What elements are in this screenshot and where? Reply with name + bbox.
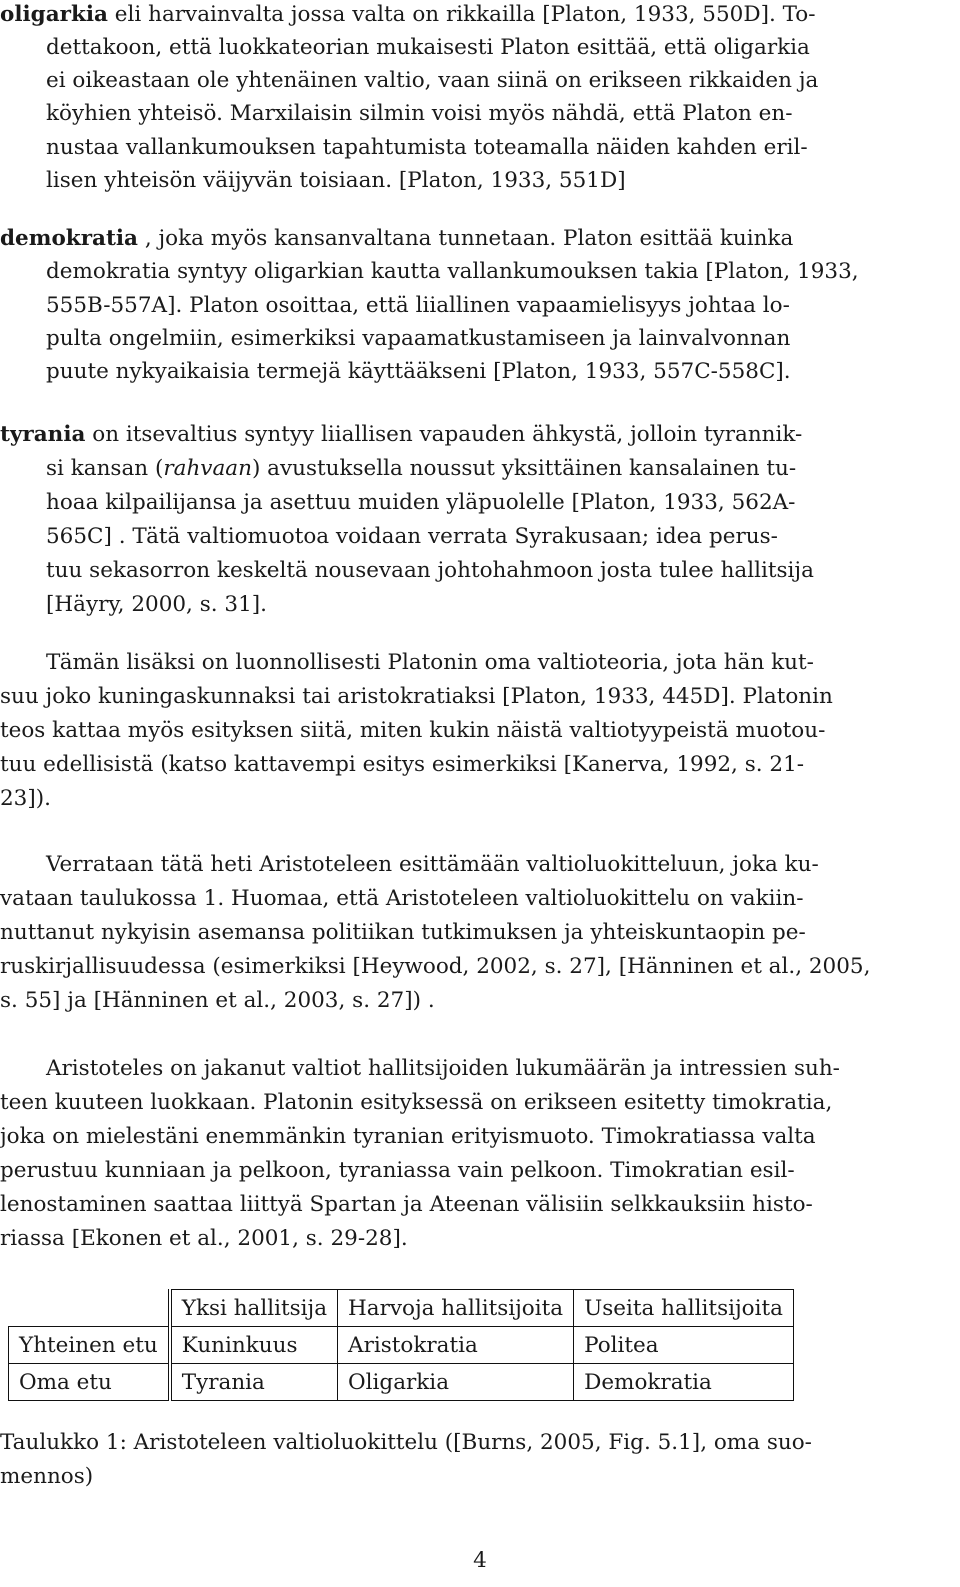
term-tyrania: tyrania bbox=[0, 422, 86, 447]
table-row-label: Yhteinen etu bbox=[9, 1327, 170, 1364]
text-line: dettakoon, että luokkateorian mukaisesti Platon esittää, että oligarkia bbox=[46, 35, 810, 60]
state-classification-table bbox=[8, 1289, 794, 1401]
text-line: lisen yhteisön väijyvän toisiaan. [Platon, 1933, 551D] bbox=[46, 168, 626, 193]
table-header-row bbox=[9, 1290, 794, 1327]
term-oligarkia: oligarkia bbox=[0, 2, 108, 27]
table-cell: Demokratia bbox=[574, 1364, 794, 1401]
text-line: ei oikeastaan ole yhtenäinen valtio, vaan siinä on erikseen rikkaiden ja bbox=[46, 68, 819, 93]
table-cell: Kuninkuus bbox=[170, 1327, 338, 1364]
table-cell: Tyrania bbox=[170, 1364, 338, 1401]
table-caption-line: mennos) bbox=[0, 1464, 94, 1489]
table-corner-cell bbox=[9, 1290, 170, 1327]
paragraph-3-line: teen kuuteen luokkaan. Platonin esityksessä on erikseen esitetty timokratia, bbox=[0, 1090, 833, 1115]
table-cell: Oligarkia bbox=[338, 1364, 574, 1401]
table-header-cell: Yksi hallitsija bbox=[170, 1290, 338, 1327]
table-cell: Politea bbox=[574, 1327, 794, 1364]
paragraph-3-line: riassa [Ekonen et al., 2001, s. 29-28]. bbox=[0, 1226, 408, 1251]
table-header-cell: Harvoja hallitsijoita bbox=[338, 1290, 574, 1327]
paragraph-1-line: tuu edellisistä (katso kattavempi esitys esimerkiksi [Kanerva, 1992, s. 21- bbox=[0, 752, 805, 777]
definition-tyrania-line-1: tyrania on itsevaltius syntyy liiallisen vapauden ähkystä, jolloin tyrannik- bbox=[0, 422, 803, 447]
paragraph-1-line: teos kattaa myös esityksen siitä, miten kukin näistä valtiotyypeistä muotou- bbox=[0, 718, 826, 743]
text-line: 555B-557A]. Platon osoittaa, että liiallinen vapaamielisyys johtaa lo- bbox=[46, 293, 790, 318]
term-demokratia: demokratia bbox=[0, 226, 138, 251]
page-number: 4 bbox=[473, 1548, 487, 1573]
paragraph-2-line: Verrataan tätä heti Aristoteleen esittämään valtioluokitteluun, joka ku- bbox=[46, 852, 819, 877]
text-line: pulta ongelmiin, esimerkiksi vapaamatkustamiseen ja lainvalvonnan bbox=[46, 326, 791, 351]
text-line: hoaa kilpailijansa ja asettuu muiden yläpuolelle [Platon, 1933, 562A- bbox=[46, 490, 796, 515]
paragraph-2-line: nuttanut nykyisin asemansa politiikan tutkimuksen ja yhteiskuntaopin pe- bbox=[0, 920, 806, 945]
text-line: puute nykyaikaisia termejä käyttääkseni [Platon, 1933, 557C-558C]. bbox=[46, 359, 791, 384]
definition-demokratia-line-1: demokratia , joka myös kansanvaltana tunnetaan. Platon esittää kuinka bbox=[0, 226, 794, 251]
text-line: si kansan (rahvaan) avustuksella noussut yksittäinen kansalainen tu- bbox=[46, 456, 797, 481]
text-line: köyhien yhteisö. Marxilaisin silmin voisi myös nähdä, että Platon en- bbox=[46, 101, 793, 126]
table-cell: Aristokratia bbox=[338, 1327, 574, 1364]
paragraph-3-line: joka on mielestäni enemmänkin tyranian erityismuoto. Timokratiassa valta bbox=[0, 1124, 816, 1149]
paragraph-2-line: ruskirjallisuudessa (esimerkiksi [Heywood, 2002, s. 27], [Hänninen et al., 2005, bbox=[0, 954, 871, 979]
table-header-cell: Useita hallitsijoita bbox=[574, 1290, 794, 1327]
table-row bbox=[9, 1327, 794, 1364]
text-line: demokratia syntyy oligarkian kautta vallankumouksen takia [Platon, 1933, bbox=[46, 259, 859, 284]
text-line: 565C] . Tätä valtiomuotoa voidaan verrata Syrakusaan; idea perus- bbox=[46, 524, 778, 549]
text-line: tuu sekasorron keskeltä nousevaan johtohahmoon josta tulee hallitsija bbox=[46, 558, 814, 583]
paragraph-3-line: perustuu kunniaan ja pelkoon, tyraniassa vain pelkoon. Timokratian esil- bbox=[0, 1158, 795, 1183]
table-row bbox=[9, 1364, 794, 1401]
paragraph-1-line: 23]). bbox=[0, 786, 51, 811]
definition-oligarkia-line-1: oligarkia eli harvainvalta jossa valta on rikkailla [Platon, 1933, 550D]. To- bbox=[0, 2, 816, 27]
paragraph-2-line: vataan taulukossa 1. Huomaa, että Aristoteleen valtioluokittelu on vakiin- bbox=[0, 886, 804, 911]
table-caption-line: Taulukko 1: Aristoteleen valtioluokittelu ([Burns, 2005, Fig. 5.1], oma suo- bbox=[0, 1430, 812, 1455]
paragraph-1-line: Tämän lisäksi on luonnollisesti Platonin oma valtioteoria, jota hän kut- bbox=[46, 650, 814, 675]
paragraph-3-line: Aristoteles on jakanut valtiot hallitsijoiden lukumäärän ja intressien suh- bbox=[46, 1056, 840, 1081]
text-line: nustaa vallankumouksen tapahtumista toteamalla näiden kahden eril- bbox=[46, 135, 808, 160]
text-line: [Häyry, 2000, s. 31]. bbox=[46, 592, 268, 617]
paragraph-3-line: lenostaminen saattaa liittyä Spartan ja Ateenan välisiin selkkauksiin histo- bbox=[0, 1192, 813, 1217]
paragraph-2-line: s. 55] ja [Hänninen et al., 2003, s. 27]) . bbox=[0, 988, 435, 1013]
table-row-label: Oma etu bbox=[9, 1364, 170, 1401]
paragraph-1-line: suu joko kuningaskunnaksi tai aristokratiaksi [Platon, 1933, 445D]. Platonin bbox=[0, 684, 833, 709]
